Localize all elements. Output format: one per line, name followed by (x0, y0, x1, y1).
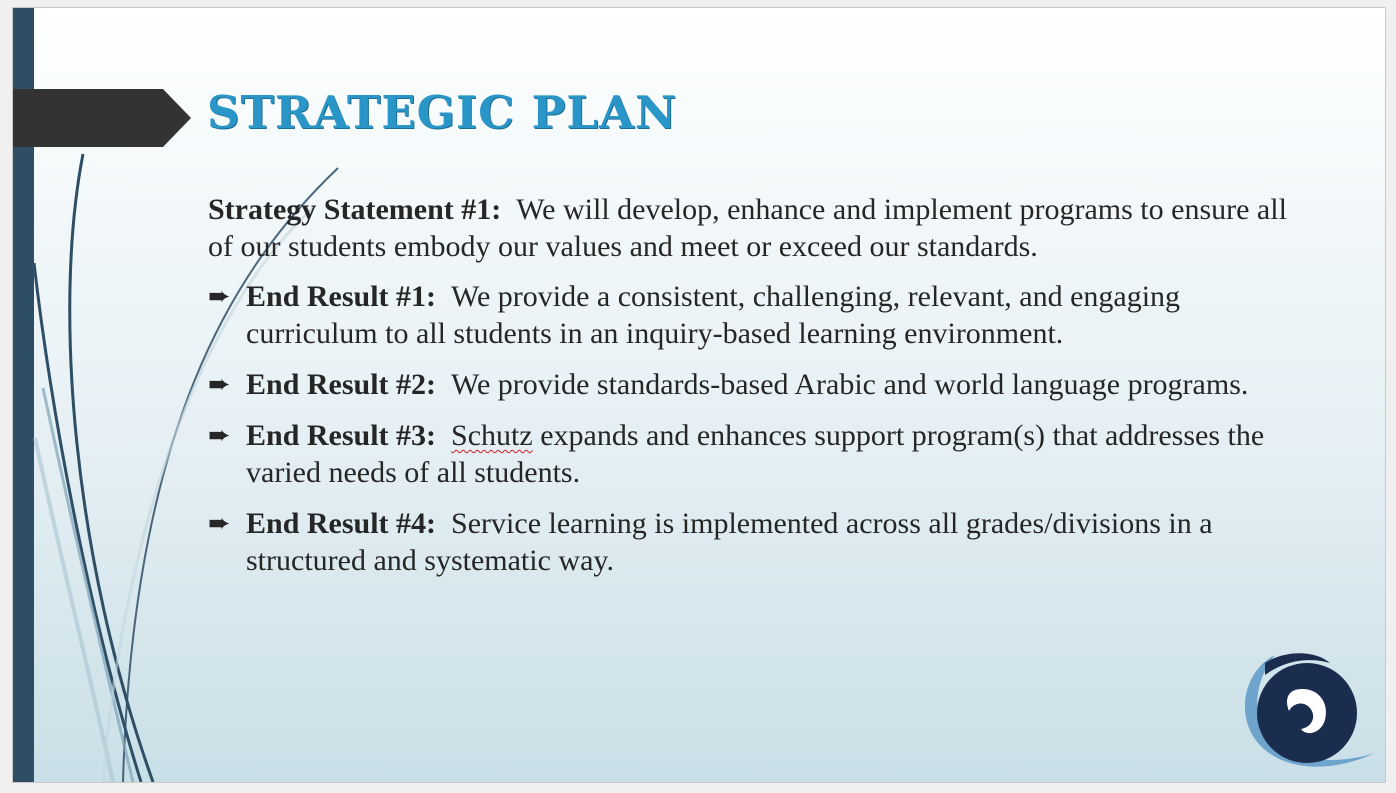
right-arrow-bullet-icon: ➨ (208, 281, 231, 311)
slide-body (208, 191, 1288, 593)
strategy-statement-text: We will develop, enhance and implement programs to ensure all of our students embody our values and meet or exceed our standards. (208, 193, 1287, 263)
title-arrow-banner (13, 89, 193, 147)
school-logo (1235, 645, 1375, 770)
right-arrow-bullet-icon: ➨ (208, 508, 231, 538)
end-result-text: Service learning is implemented across all grades/divisions in a structured and systematic way. (246, 507, 1213, 577)
slide (12, 7, 1386, 783)
end-result-item (208, 417, 1288, 491)
spellcheck-flagged-word: Schutz (451, 419, 533, 452)
slide-title: STRATEGIC PLAN (207, 86, 678, 139)
end-result-item (208, 505, 1288, 579)
right-arrow-bullet-icon: ➨ (208, 369, 231, 399)
end-result-item (208, 278, 1288, 352)
end-result-text: expands and enhances support program(s) that addresses the varied needs of all students. (246, 419, 1265, 489)
end-result-label: End Result #1: (246, 280, 437, 313)
end-result-label: End Result #3: (246, 419, 437, 452)
end-result-text: We provide a consistent, challenging, relevant, and engaging curriculum to all students in an inquiry-based learning environment. (246, 280, 1181, 350)
end-result-label: End Result #4: (246, 507, 437, 540)
end-result-label: End Result #2: (246, 368, 437, 401)
end-result-text: We provide standards-based Arabic and world language programs. (451, 368, 1249, 401)
end-result-item (208, 366, 1288, 403)
right-arrow-bullet-icon: ➨ (208, 420, 231, 450)
strategy-statement (208, 191, 1288, 265)
strategy-statement-label: Strategy Statement #1: (208, 193, 502, 226)
